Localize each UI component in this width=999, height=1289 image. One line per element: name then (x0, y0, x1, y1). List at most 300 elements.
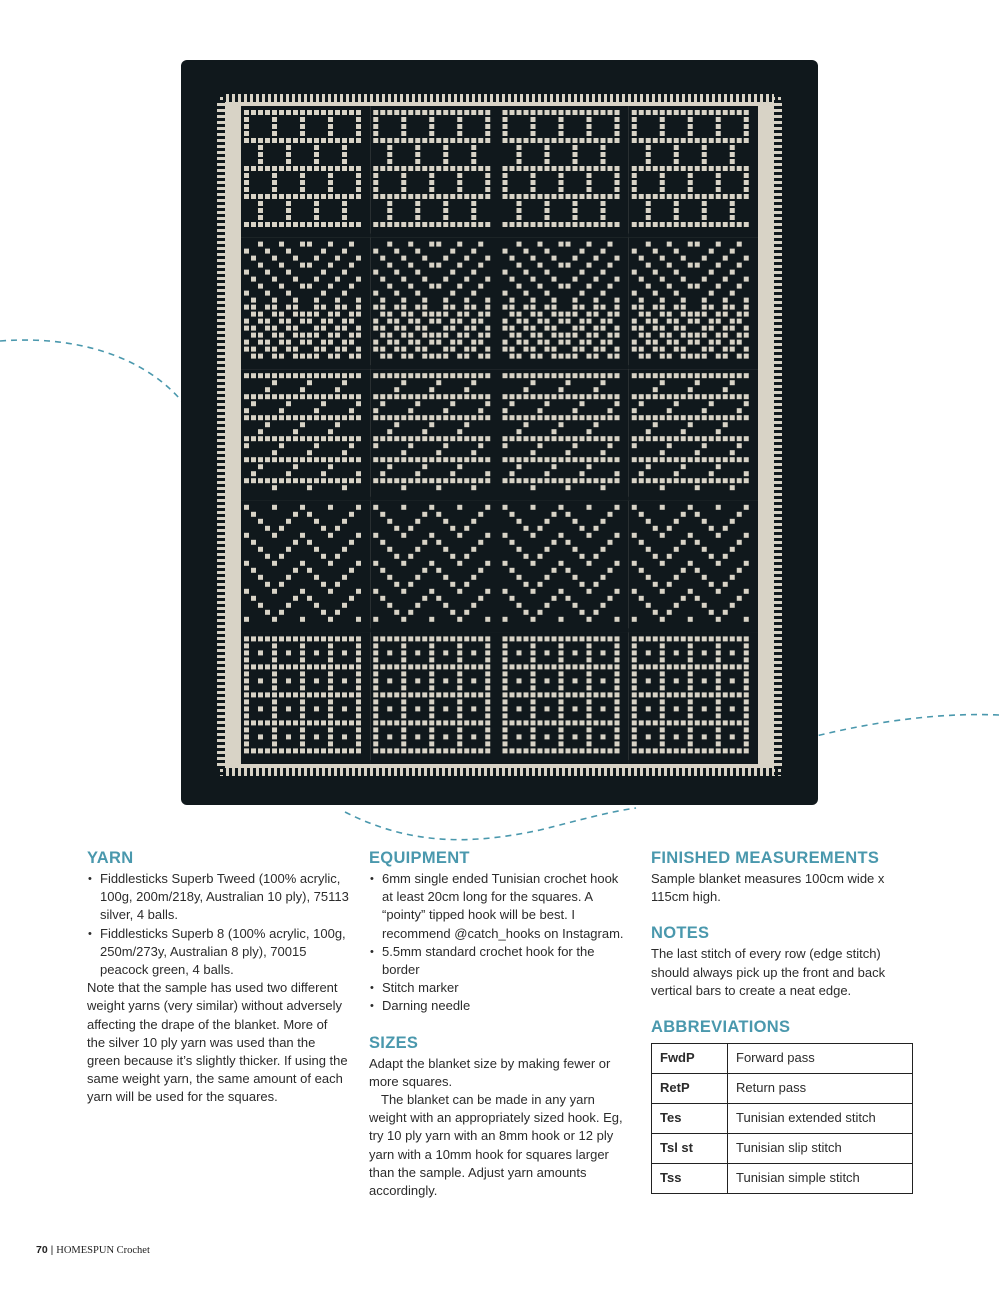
mosaic-stitch (457, 617, 462, 622)
mosaic-stitch (531, 478, 536, 483)
mosaic-stitch (674, 748, 679, 753)
mosaic-stitch (272, 636, 277, 641)
mosaic-stitch (503, 291, 508, 296)
mosaic-stitch (531, 589, 536, 594)
mosaic-stitch (559, 685, 564, 690)
mosaic-stitch (716, 173, 721, 178)
mosaic-stitch (380, 222, 385, 227)
mosaic-stitch (485, 589, 490, 594)
border-stitch (217, 220, 225, 223)
mosaic-stitch (244, 713, 249, 718)
mosaic-stitch (342, 222, 347, 227)
border-stitch (625, 768, 628, 776)
mosaic-stitch (272, 305, 277, 310)
mosaic-stitch (653, 222, 658, 227)
mosaic-stitch (272, 354, 277, 359)
mosaic-stitch (356, 277, 361, 282)
mosaic-stitch (478, 457, 483, 462)
mosaic-stitch (538, 408, 543, 413)
mosaic-stitch (244, 394, 249, 399)
border-stitch (385, 768, 388, 776)
mosaic-stitch (552, 415, 557, 420)
mosaic-stitch (335, 305, 340, 310)
border-stitch (325, 768, 328, 776)
mosaic-stitch (457, 727, 462, 732)
mosaic-stitch (478, 340, 483, 345)
mosaic-stitch (653, 138, 658, 143)
mosaic-stitch (394, 387, 399, 392)
mosaic-stitch (538, 720, 543, 725)
mosaic-stitch (408, 457, 413, 462)
mosaic-stitch (517, 340, 522, 345)
mosaic-stitch (524, 249, 529, 254)
mosaic-stitch (300, 748, 305, 753)
mosaic-stitch (471, 291, 476, 296)
mosaic-stitch (503, 617, 508, 622)
border-stitch (409, 94, 412, 102)
border-stitch (619, 94, 622, 102)
mosaic-stitch (744, 124, 749, 129)
border-stitch (774, 292, 782, 295)
border-stitch (774, 568, 782, 571)
mosaic-stitch (601, 636, 606, 641)
mosaic-stitch (429, 589, 434, 594)
mosaic-stitch (723, 333, 728, 338)
border-stitch (774, 340, 782, 343)
mosaic-stitch (251, 222, 256, 227)
mosaic-stitch (443, 298, 448, 303)
mosaic-stitch (702, 145, 707, 150)
mosaic-stitch (321, 582, 326, 587)
border-stitch (774, 670, 782, 673)
mosaic-stitch (335, 222, 340, 227)
mosaic-stitch (471, 152, 476, 157)
mosaic-stitch (639, 415, 644, 420)
mosaic-stitch (436, 373, 441, 378)
mosaic-stitch (524, 270, 529, 275)
mosaic-stitch (702, 575, 707, 580)
mosaic-stitch (517, 436, 522, 441)
mosaic-stitch (552, 596, 557, 601)
mosaic-stitch (300, 671, 305, 676)
border-stitch (523, 768, 526, 776)
mosaic-stitch (608, 748, 613, 753)
mosaic-stitch (573, 166, 578, 171)
border-stitch (217, 664, 225, 667)
mosaic-stitch (517, 263, 522, 268)
mosaic-stitch (443, 166, 448, 171)
mosaic-stitch (373, 650, 378, 655)
mosaic-stitch (300, 333, 305, 338)
mosaic-stitch (716, 242, 721, 247)
mosaic-stitch (702, 333, 707, 338)
mosaic-stitch (608, 568, 613, 573)
mosaic-stitch (356, 312, 361, 317)
mosaic-stitch (695, 457, 700, 462)
mosaic-stitch (401, 478, 406, 483)
border-stitch (774, 658, 782, 661)
mosaic-stitch (517, 312, 522, 317)
mosaic-stitch (394, 610, 399, 615)
mosaic-stitch (258, 478, 263, 483)
mosaic-stitch (674, 291, 679, 296)
mosaic-stitch (314, 575, 319, 580)
mosaic-stitch (485, 436, 490, 441)
mosaic-stitch (688, 664, 693, 669)
mosaic-stitch (723, 298, 728, 303)
mosaic-stitch (517, 152, 522, 157)
mosaic-stitch (342, 450, 347, 455)
mosaic-stitch (744, 373, 749, 378)
mosaic-stitch (464, 457, 469, 462)
mosaic-stitch (594, 554, 599, 559)
mosaic-stitch (660, 277, 665, 282)
mosaic-stitch (716, 138, 721, 143)
mosaic-stitch (702, 457, 707, 462)
mosaic-stitch (321, 457, 326, 462)
mosaic-stitch (510, 720, 515, 725)
mosaic-stitch (615, 187, 620, 192)
mosaic-stitch (615, 671, 620, 676)
mosaic-stitch (723, 720, 728, 725)
border-stitch (774, 538, 782, 541)
mosaic-stitch (688, 263, 693, 268)
border-stitch (517, 768, 520, 776)
mosaic-stitch (702, 256, 707, 261)
mosaic-stitch (545, 166, 550, 171)
mosaic-stitch (471, 720, 476, 725)
mosaic-stitch (723, 347, 728, 352)
mosaic-stitch (744, 561, 749, 566)
mosaic-stitch (335, 333, 340, 338)
mosaic-stitch (401, 671, 406, 676)
mosaic-stitch (478, 110, 483, 115)
mosaic-stitch (559, 533, 564, 538)
mosaic-stitch (265, 270, 270, 275)
mosaic-stitch (639, 326, 644, 331)
mosaic-stitch (258, 138, 263, 143)
mosaic-stitch (615, 256, 620, 261)
mosaic-stitch (744, 222, 749, 227)
mosaic-stitch (615, 173, 620, 178)
mosaic-stitch (632, 713, 637, 718)
mosaic-stitch (653, 422, 658, 427)
mosaic-stitch (573, 215, 578, 220)
mosaic-stitch (667, 582, 672, 587)
mosaic-stitch (300, 706, 305, 711)
border-stitch (295, 768, 298, 776)
mosaic-stitch (342, 159, 347, 164)
mosaic-stitch (387, 394, 392, 399)
mosaic-stitch (723, 478, 728, 483)
mosaic-stitch (251, 720, 256, 725)
mosaic-stitch (272, 727, 277, 732)
border-stitch (265, 768, 268, 776)
mosaic-stitch (594, 110, 599, 115)
mosaic-stitch (436, 312, 441, 317)
mosaic-stitch (510, 194, 515, 199)
mosaic-stitch (559, 180, 564, 185)
border-stitch (217, 268, 225, 271)
border-stitch (577, 768, 580, 776)
mosaic-stitch (681, 298, 686, 303)
mosaic-stitch (342, 457, 347, 462)
mosaic-stitch (286, 394, 291, 399)
mosaic-stitch (415, 706, 420, 711)
mosaic-stitch (401, 741, 406, 746)
mosaic-stitch (307, 436, 312, 441)
mosaic-stitch (601, 340, 606, 345)
mosaic-stitch (559, 373, 564, 378)
mosaic-stitch (314, 415, 319, 420)
square-divider (241, 234, 370, 238)
mosaic-stitch (737, 436, 742, 441)
mosaic-stitch (356, 685, 361, 690)
mosaic-stitch (660, 617, 665, 622)
mosaic-stitch (716, 312, 721, 317)
mosaic-stitch (615, 326, 620, 331)
mosaic-stitch (580, 194, 585, 199)
mosaic-stitch (660, 256, 665, 261)
mosaic-stitch (394, 138, 399, 143)
mosaic-stitch (457, 505, 462, 510)
mosaic-stitch (639, 347, 644, 352)
mosaic-stitch (587, 685, 592, 690)
mosaic-stitch (545, 110, 550, 115)
mosaic-stitch (503, 720, 508, 725)
mosaic-stitch (401, 180, 406, 185)
mosaic-stitch (566, 540, 571, 545)
mosaic-stitch (408, 312, 413, 317)
mosaic-stitch (737, 512, 742, 517)
border-stitch (535, 94, 538, 102)
mosaic-stitch (464, 394, 469, 399)
mosaic-stitch (674, 152, 679, 157)
mosaic-stitch (587, 713, 592, 718)
mosaic-stitch (510, 636, 515, 641)
mosaic-stitch (601, 478, 606, 483)
mosaic-stitch (601, 194, 606, 199)
mosaic-stitch (436, 284, 441, 289)
mosaic-stitch (307, 312, 312, 317)
mosaic-stitch (387, 215, 392, 220)
mosaic-stitch (716, 166, 721, 171)
mosaic-stitch (342, 436, 347, 441)
mosaic-stitch (639, 312, 644, 317)
abbr-term: RetP (652, 1074, 728, 1104)
mosaic-stitch (510, 471, 515, 476)
mosaic-stitch (601, 664, 606, 669)
border-stitch (457, 768, 460, 776)
mosaic-stitch (702, 373, 707, 378)
mosaic-stitch (401, 664, 406, 669)
mosaic-stitch (450, 319, 455, 324)
border-stitch (469, 94, 472, 102)
mosaic-stitch (559, 671, 564, 676)
mosaic-stitch (674, 373, 679, 378)
mosaic-stitch (580, 610, 585, 615)
mosaic-stitch (559, 699, 564, 704)
mosaic-stitch (300, 657, 305, 662)
mosaic-stitch (258, 457, 263, 462)
border-stitch (774, 766, 782, 769)
border-stitch (241, 768, 244, 776)
mosaic-stitch (478, 319, 483, 324)
mosaic-stitch (321, 526, 326, 531)
mosaic-stitch (545, 603, 550, 608)
mosaic-stitch (349, 748, 354, 753)
border-stitch (774, 100, 782, 103)
mosaic-stitch (674, 575, 679, 580)
border-stitch (774, 490, 782, 493)
mosaic-stitch (300, 741, 305, 746)
mosaic-stitch (415, 249, 420, 254)
mosaic-stitch (552, 326, 557, 331)
mosaic-stitch (485, 401, 490, 406)
mosaic-stitch (615, 373, 620, 378)
mosaic-stitch (639, 748, 644, 753)
mosaic-stitch (387, 354, 392, 359)
mosaic-stitch (387, 415, 392, 420)
mosaic-stitch (538, 636, 543, 641)
mosaic-stitch (723, 110, 728, 115)
border-stitch (774, 556, 782, 559)
mosaic-stitch (531, 333, 536, 338)
mosaic-stitch (674, 145, 679, 150)
mosaic-stitch (244, 415, 249, 420)
mosaic-stitch (279, 242, 284, 247)
mosaic-stitch (566, 222, 571, 227)
mosaic-stitch (552, 305, 557, 310)
mosaic-stitch (653, 347, 658, 352)
border-stitch (247, 768, 250, 776)
mosaic-stitch (608, 284, 613, 289)
mosaic-stitch (356, 436, 361, 441)
page-number: 70 (36, 1244, 48, 1256)
mosaic-stitch (566, 394, 571, 399)
mosaic-stitch (531, 561, 536, 566)
mosaic-stitch (723, 194, 728, 199)
mosaic-stitch (321, 110, 326, 115)
mosaic-stitch (485, 131, 490, 136)
mosaic-stitch (730, 415, 735, 420)
mosaic-stitch (457, 636, 462, 641)
border-stitch (217, 754, 225, 757)
mosaic-stitch (450, 110, 455, 115)
mosaic-stitch (286, 249, 291, 254)
blanket-square (370, 238, 499, 370)
mosaic-stitch (436, 194, 441, 199)
mosaic-stitch (646, 464, 651, 469)
mosaic-stitch (744, 415, 749, 420)
mosaic-stitch (436, 748, 441, 753)
mosaic-stitch (531, 671, 536, 676)
mosaic-stitch (443, 333, 448, 338)
mosaic-stitch (450, 692, 455, 697)
mosaic-stitch (559, 387, 564, 392)
mosaic-stitch (244, 748, 249, 753)
mosaic-stitch (450, 270, 455, 275)
mosaic-stitch (307, 194, 312, 199)
mosaic-stitch (601, 215, 606, 220)
mosaic-stitch (674, 208, 679, 213)
mosaic-stitch (373, 249, 378, 254)
mosaic-stitch (594, 457, 599, 462)
mosaic-stitch (471, 748, 476, 753)
border-stitch (325, 94, 328, 102)
mosaic-stitch (573, 373, 578, 378)
mosaic-stitch (737, 636, 742, 641)
border-stitch (577, 94, 580, 102)
mosaic-stitch (443, 519, 448, 524)
border-stitch (355, 768, 358, 776)
mosaic-stitch (328, 222, 333, 227)
mosaic-stitch (653, 387, 658, 392)
mosaic-stitch (356, 727, 361, 732)
mosaic-stitch (328, 319, 333, 324)
mosaic-stitch (258, 215, 263, 220)
mosaic-stitch (457, 650, 462, 655)
border-stitch (229, 768, 232, 776)
mosaic-stitch (510, 347, 515, 352)
mosaic-stitch (265, 291, 270, 296)
mosaic-stitch (674, 138, 679, 143)
mosaic-stitch (709, 270, 714, 275)
mosaic-stitch (356, 138, 361, 143)
mosaic-stitch (335, 138, 340, 143)
border-stitch (217, 748, 225, 751)
mosaic-stitch (681, 436, 686, 441)
mosaic-stitch (559, 589, 564, 594)
mosaic-stitch (251, 166, 256, 171)
mosaic-stitch (639, 596, 644, 601)
mosaic-stitch (531, 166, 536, 171)
mosaic-stitch (436, 568, 441, 573)
mosaic-stitch (293, 347, 298, 352)
mosaic-stitch (380, 596, 385, 601)
border-stitch (774, 688, 782, 691)
mosaic-stitch (688, 110, 693, 115)
border-stitch (217, 94, 225, 97)
mosaic-stitch (349, 263, 354, 268)
border-stitch (774, 526, 782, 529)
mosaic-stitch (328, 657, 333, 662)
mosaic-stitch (457, 692, 462, 697)
mosaic-stitch (646, 145, 651, 150)
mosaic-stitch (265, 720, 270, 725)
mosaic-stitch (660, 166, 665, 171)
mosaic-stitch (552, 138, 557, 143)
mosaic-stitch (503, 110, 508, 115)
mosaic-stitch (429, 533, 434, 538)
mosaic-stitch (730, 249, 735, 254)
mosaic-stitch (531, 180, 536, 185)
mosaic-stitch (510, 692, 515, 697)
mosaic-stitch (401, 312, 406, 317)
mosaic-stitch (286, 478, 291, 483)
mosaic-stitch (688, 741, 693, 746)
mosaic-stitch (688, 354, 693, 359)
mosaic-stitch (307, 478, 312, 483)
border-stitch (217, 304, 225, 307)
border-stitch (217, 718, 225, 721)
mosaic-stitch (373, 173, 378, 178)
mosaic-stitch (373, 415, 378, 420)
mosaic-stitch (314, 312, 319, 317)
mosaic-stitch (552, 692, 557, 697)
mosaic-stitch (587, 110, 592, 115)
mosaic-stitch (251, 312, 256, 317)
